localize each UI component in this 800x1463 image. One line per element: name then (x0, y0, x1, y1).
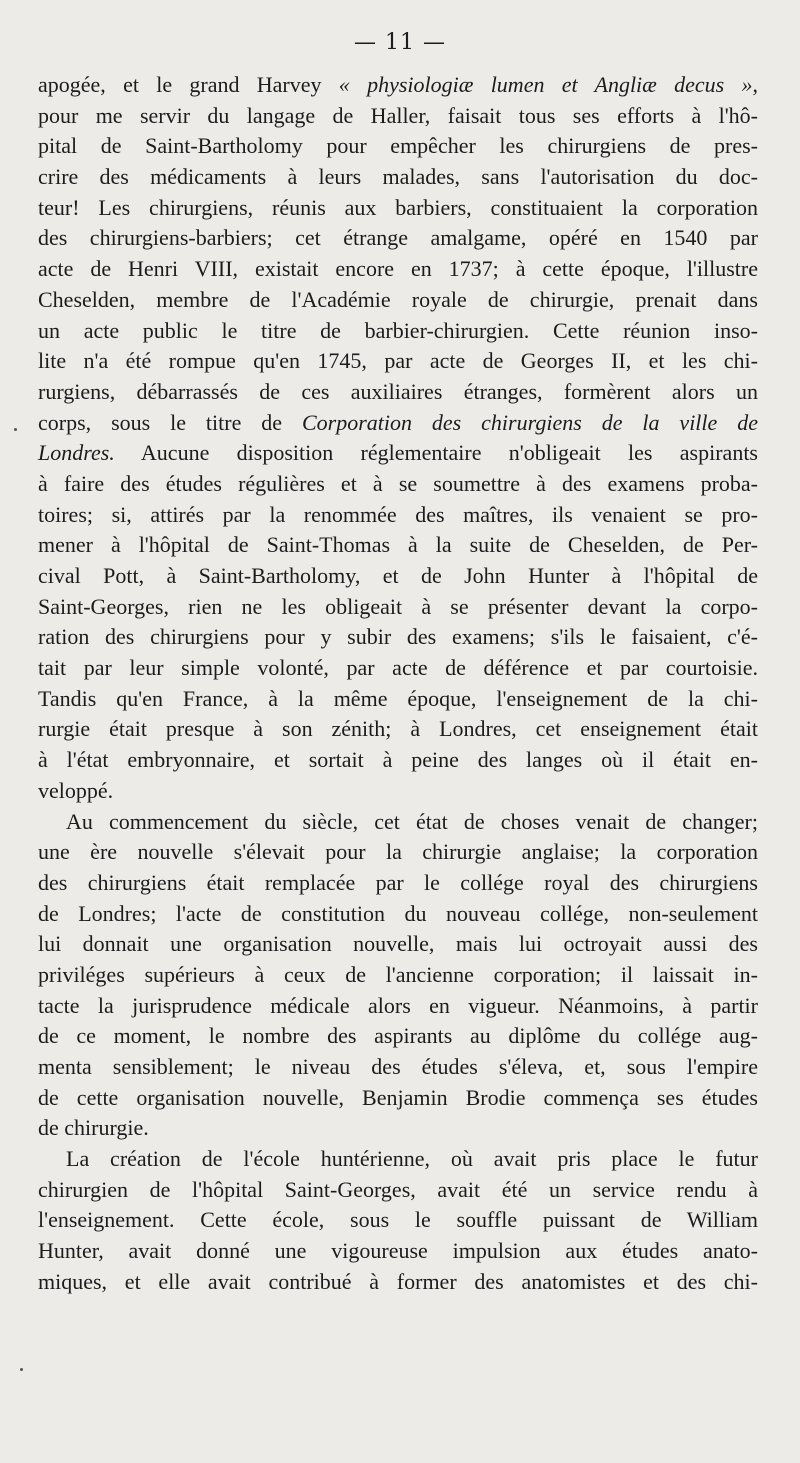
text-run: pital de Saint-Bartholomy pour empêcher les chirurgiens de pres- (38, 133, 758, 159)
text-run: de ce moment, le nombre des aspirants au diplôme du collége aug- (38, 1023, 758, 1049)
text-run: Cheselden, membre de l'Académie royale de chirurgie, prenait dans (38, 286, 758, 312)
text-run: rurgie était presque à son zénith; à Londres, cet enseignement était (38, 716, 758, 742)
text-run: de chirurgie. (38, 1115, 149, 1141)
text-line (38, 316, 758, 347)
text-line (38, 1113, 758, 1144)
text-line (38, 254, 758, 285)
text-run: Tandis qu'en France, à la même époque, l'enseignement de la chi- (38, 685, 758, 711)
text-run: Hunter, avait donné une vigoureuse impulsion aux études anato- (38, 1238, 758, 1264)
text-run: toires; si, attirés par la renommée des maîtres, ils venaient se pro- (38, 501, 758, 527)
text-run: à l'état embryonnaire, et sortait à peine des langes où il était en- (38, 747, 758, 773)
text-run: Aucune disposition réglementaire n'obligeait les aspirants (114, 440, 758, 466)
text-run: Saint-Georges, rien ne les obligeait à se présenter devant la corpo- (38, 593, 758, 619)
text-line (38, 193, 758, 224)
text-run: cival Pott, à Saint-Bartholomy, et de John Hunter à l'hôpital de (38, 563, 758, 588)
text-line (38, 500, 758, 531)
text-run: miques, et elle avait contribué à former des anatomistes et des chi- (38, 1268, 758, 1294)
text-line (38, 653, 758, 684)
text-line (38, 70, 758, 101)
text-line (38, 162, 758, 193)
text-line (38, 1052, 758, 1083)
text-line (38, 223, 758, 254)
text-line (38, 1205, 758, 1236)
text-line (38, 131, 758, 162)
italic-text: Corporation des chirurgiens de la ville de (301, 409, 758, 435)
text-run: acte de Henri VIII, existait encore en 1737; à cette époque, l'illustre (38, 256, 758, 282)
text-line (38, 868, 758, 899)
text-run: , (752, 72, 758, 97)
text-run: pour me servir du langage de Haller, faisait tous ses efforts à l'hô- (38, 102, 758, 128)
text-run: de Londres; l'acte de constitution du nouveau collége, non-seulement (38, 900, 758, 926)
text-line (38, 807, 758, 838)
text-line (38, 1144, 758, 1175)
text-line (38, 622, 758, 653)
ink-speck (14, 428, 17, 431)
text-run: apogée, et le grand Harvey (38, 72, 339, 97)
text-line (38, 438, 758, 469)
text-line (38, 530, 758, 561)
text-run: des chirurgiens-barbiers; cet étrange amalgame, opéré en 1540 par (38, 225, 758, 251)
text-line (38, 346, 758, 377)
text-line (38, 1236, 758, 1267)
italic-text: Londres. (38, 440, 115, 466)
text-line (38, 561, 758, 592)
text-line (38, 592, 758, 623)
text-run: chirurgien de l'hôpital Saint-Georges, avait été un service rendu à (38, 1176, 758, 1202)
text-run: rurgiens, débarrassés de ces auxiliaires étranges, formèrent alors un (38, 378, 758, 404)
text-line (38, 899, 758, 930)
text-run: ration des chirurgiens pour y subir des examens; s'ils le faisaient, c'é- (38, 624, 758, 650)
text-run: lite n'a été rompue qu'en 1745, par acte de Georges II, et les chi- (38, 348, 758, 374)
ink-speck (20, 1368, 23, 1371)
text-line (38, 776, 758, 807)
text-run: Au commencement du siècle, cet état de choses venait de changer; (66, 808, 758, 834)
text-line (38, 960, 758, 991)
text-run: des chirurgiens était remplacée par le collége royal des chirurgiens (38, 869, 758, 895)
text-line (38, 1175, 758, 1206)
text-line (38, 377, 758, 408)
text-line (38, 929, 758, 960)
text-run: corps, sous le titre de (38, 409, 302, 435)
text-run: tait par leur simple volonté, par acte de déférence et par courtoisie. (38, 655, 758, 681)
text-run: un acte public le titre de barbier-chirurgien. Cette réunion inso- (38, 317, 758, 343)
text-line (38, 991, 758, 1022)
text-line (38, 837, 758, 868)
text-run: teur! Les chirurgiens, réunis aux barbiers, constituaient la corporation (38, 194, 758, 220)
text-run: lui donnait une organisation nouvelle, mais lui octroyait aussi des (38, 931, 758, 957)
text-line (38, 285, 758, 316)
text-run: tacte la jurisprudence médicale alors en vigueur. Néanmoins, à partir (38, 992, 758, 1018)
text-run: l'enseignement. Cette école, sous le souffle puissant de William (38, 1207, 758, 1233)
text-line (38, 101, 758, 132)
text-line (38, 408, 758, 439)
text-line (38, 469, 758, 500)
text-line (38, 714, 758, 745)
text-run: à faire des études régulières et à se soumettre à des examens proba- (38, 470, 758, 496)
text-line (38, 1021, 758, 1052)
text-line (38, 684, 758, 715)
text-line (38, 745, 758, 776)
text-run: La création de l'école huntérienne, où avait pris place le futur (66, 1146, 758, 1172)
text-run: priviléges supérieurs à ceux de l'ancienne corporation; il laissait in- (38, 961, 758, 987)
text-run: de cette organisation nouvelle, Benjamin Brodie commença ses études (38, 1084, 758, 1110)
text-line (38, 1267, 758, 1298)
text-run: veloppé. (38, 777, 114, 803)
text-run: crire des médicaments à leurs malades, sans l'autorisation du doc- (38, 164, 758, 190)
text-line (38, 1083, 758, 1114)
italic-text: « physiologiæ lumen et Angliæ decus » (338, 72, 753, 97)
text-run: mener à l'hôpital de Saint-Thomas à la suite de Cheselden, de Per- (38, 532, 758, 558)
text-run: menta sensiblement; le niveau des études s'éleva, et, sous l'empire (38, 1054, 758, 1079)
body-text (38, 70, 758, 1298)
page-number: — 11 — (354, 30, 446, 55)
text-run: une ère nouvelle s'élevait pour la chirurgie anglaise; la corporation (38, 839, 758, 865)
